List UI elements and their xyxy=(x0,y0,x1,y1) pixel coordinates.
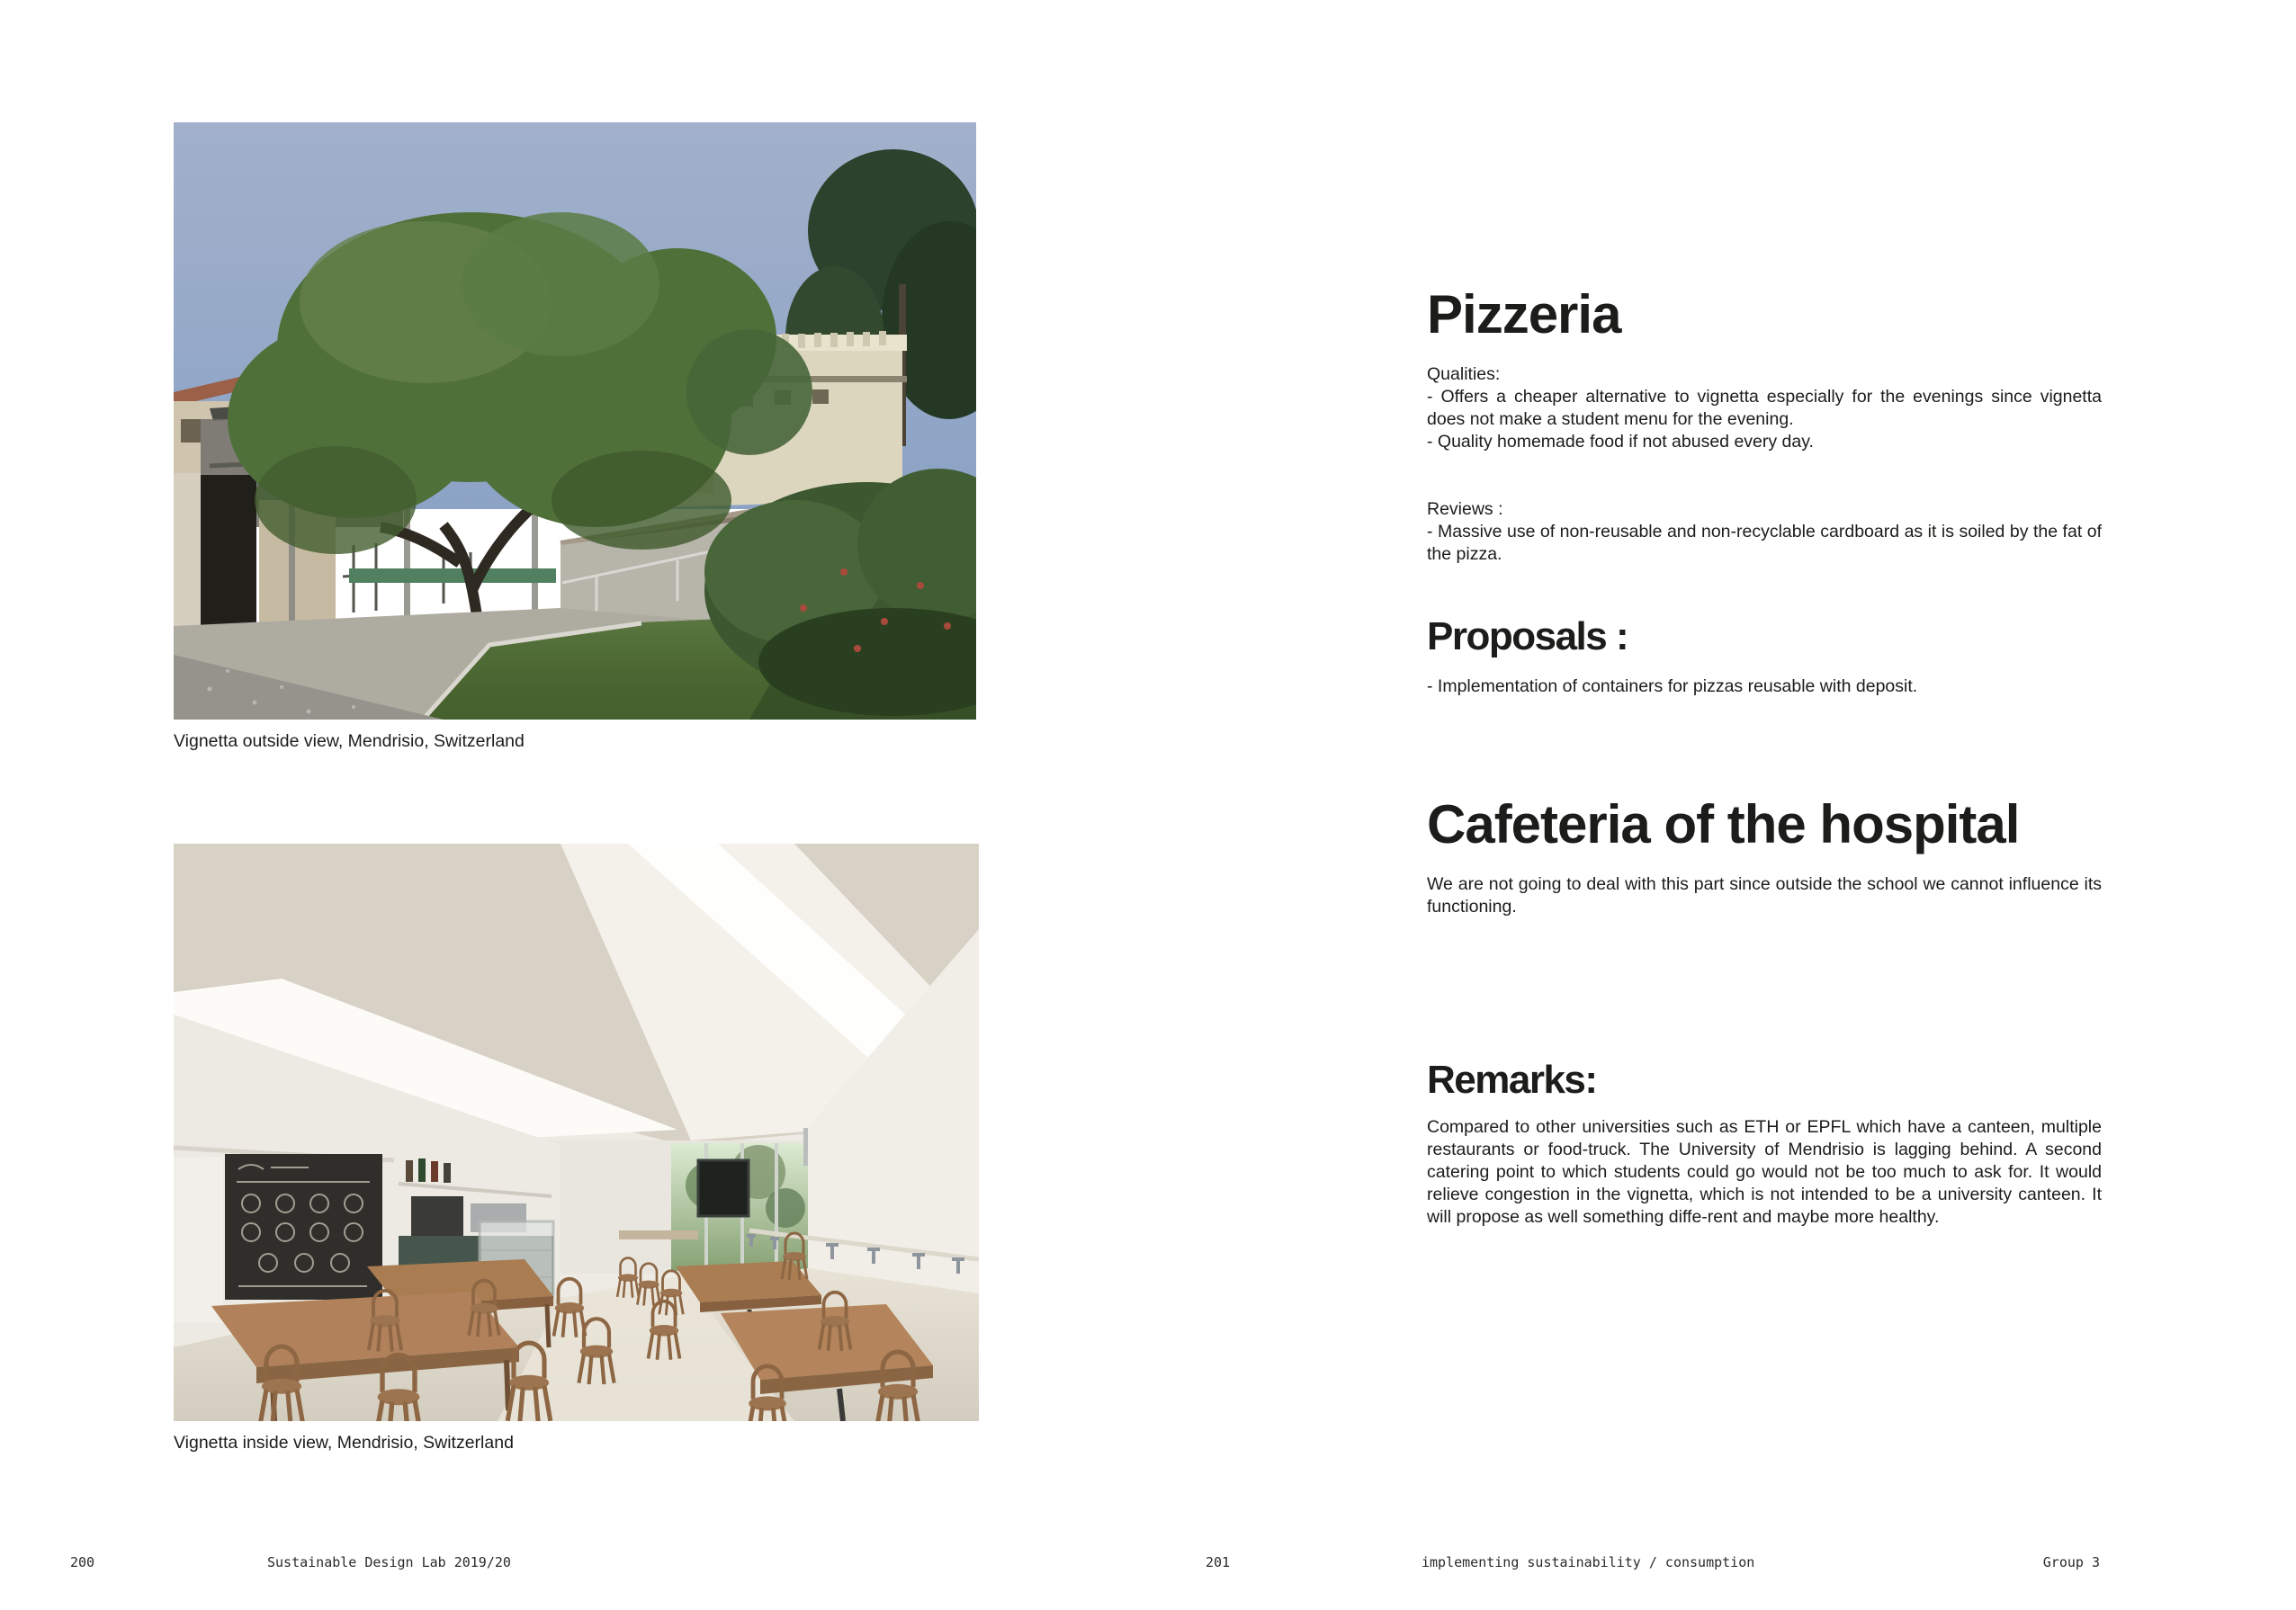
reviews-item: - Massive use of non-reusable and non-recyclable cardboard as it is soiled by the fat of the pizza. xyxy=(1427,522,2102,564)
pegboard xyxy=(174,1157,223,1323)
remarks-text: Compared to other universities such as ETH or EPFL which have a canteen, multiple restaurants or food-truck. The University of Mendrisio is lagging behind. A second catering point to which students could go would not be too much to ask for. It would relieve congestion in the vignetta, which is not intended to be a university canteen. It will propose as well something diffe-rent and maybe more healthy. xyxy=(1427,1117,2102,1227)
heading-pizzeria: Pizzeria xyxy=(1427,284,1621,344)
qualities-label: Qualities: xyxy=(1427,364,1501,384)
photo-vignetta-inside xyxy=(174,844,979,1421)
cafeteria-interior-illustration xyxy=(174,844,979,1421)
qualities-item: - Offers a cheaper alternative to vignetta especially for the evenings since vignetta does not make a student menu for the evening. xyxy=(1427,387,2102,429)
reviews-label: Reviews : xyxy=(1427,499,1503,519)
group-label: Group 3 xyxy=(2042,1554,2100,1570)
outdoor-garden-illustration xyxy=(174,122,976,720)
left-page-number: 200 xyxy=(70,1554,95,1570)
proposals-paragraph xyxy=(1427,675,2102,698)
photo-vignetta-outside xyxy=(174,122,976,720)
tv-screen xyxy=(698,1160,749,1216)
heading-proposals: Proposals : xyxy=(1427,614,1628,658)
espresso-machine xyxy=(411,1196,463,1236)
heading-remarks: Remarks: xyxy=(1427,1058,1597,1102)
qualities-paragraph xyxy=(1427,363,2102,453)
remarks-paragraph xyxy=(1427,1116,2102,1229)
chalkboard-menu xyxy=(225,1154,382,1300)
doorway xyxy=(201,475,256,632)
qualities-item: - Quality homemade food if not abused every day. xyxy=(1427,432,1814,452)
proposals-item: - Implementation of containers for pizzas reusable with deposit. xyxy=(1427,676,1918,696)
wall-ledge xyxy=(619,1230,698,1239)
green-bench xyxy=(349,568,556,583)
cafeteria-paragraph xyxy=(1427,873,2102,918)
reviews-paragraph xyxy=(1427,498,2102,566)
photo-caption-outside: Vignetta outside view, Mendrisio, Switzerland xyxy=(174,731,525,751)
heading-cafeteria: Cafeteria of the hospital xyxy=(1427,794,2020,854)
cafeteria-text: We are not going to deal with this part since outside the school we cannot influence its functioning. xyxy=(1427,874,2102,917)
photo-caption-inside: Vignetta inside view, Mendrisio, Switzerland xyxy=(174,1433,514,1453)
right-page-number: 201 xyxy=(1206,1554,1231,1570)
right-footer-label: implementing sustainability / consumption xyxy=(1422,1554,1755,1570)
left-footer-label: Sustainable Design Lab 2019/20 xyxy=(267,1554,511,1570)
